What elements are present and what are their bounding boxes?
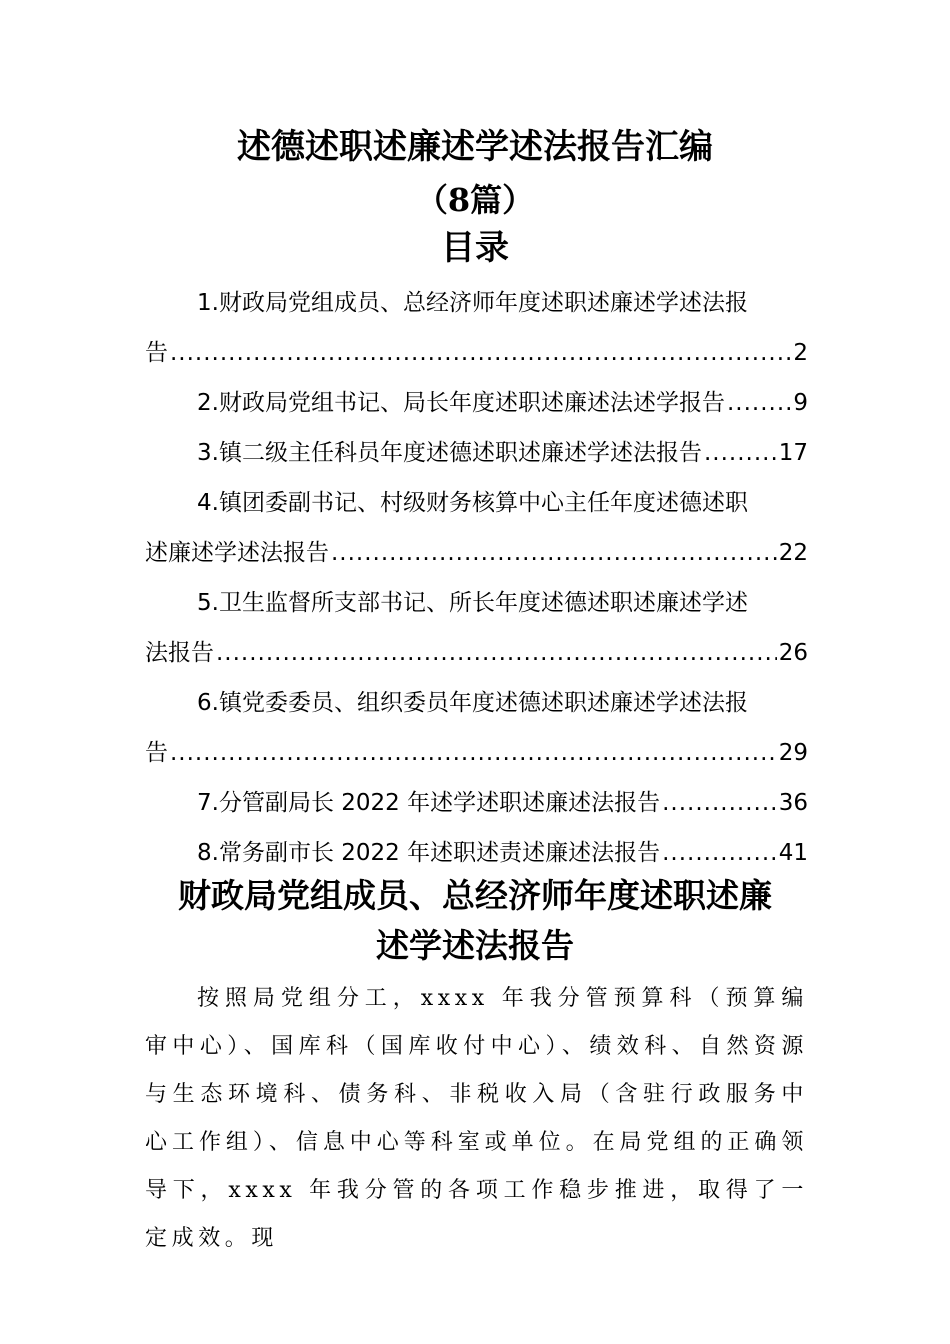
toc-leader-dots [727, 378, 791, 428]
toc-entry-text: 法报告 [145, 640, 214, 666]
toc-leader-dots [331, 528, 777, 578]
toc-entry-text: 告 [145, 740, 168, 766]
toc-entry-4-line2[interactable] [145, 528, 808, 578]
article-title-line2: 述学述法报告 [376, 926, 574, 965]
toc-entry-text: 告 [145, 340, 168, 366]
toc-entry-1-line1[interactable] [145, 278, 808, 328]
toc-entry-text: 1.财政局党组成员、总经济师年度述职述廉述学述法报 [197, 290, 748, 316]
toc-entry-6-line1[interactable] [145, 678, 808, 728]
toc-entry-text: 述廉述学述法报告 [145, 540, 329, 566]
toc-entry-text: 7.分管副局长 2022 年述学述职述廉述法报告 [197, 790, 661, 816]
toc-entry-6-line2[interactable] [145, 728, 808, 778]
toc-entry-text: 4.镇团委副书记、村级财务核算中心主任年度述德述职 [197, 490, 748, 516]
toc-page-number: 17 [778, 440, 808, 466]
toc-entry-1-line2[interactable] [145, 328, 808, 378]
article-title-line1: 财政局党组成员、总经济师年度述职述廉 [178, 876, 772, 915]
article-paragraph: 按照局党组分工，xxxx 年我分管预算科（预算编审中心）、国库科（国库收付中心）、绩效科、自然资源与生态环境科、债务科、非税收入局（含驻行政服务中心工作组）、信息中心等科室或单位。在局党组的正确领导下，xxxx 年我分管的各项工作稳步推进，取得了一定成效。现 [145, 986, 808, 1251]
toc-leader-dots [216, 628, 777, 678]
toc-page-number: 41 [778, 840, 808, 866]
toc-page-number: 9 [793, 390, 808, 416]
toc-leader-dots [170, 728, 777, 778]
toc-entry-text: 5.卫生监督所支部书记、所长年度述德述职述廉述学述 [197, 590, 748, 616]
compilation-subtitle: （8篇） [415, 181, 535, 219]
toc-entry-2[interactable] [145, 378, 808, 428]
toc-entry-text: 6.镇党委委员、组织委员年度述德述职述廉述学述法报 [197, 690, 748, 716]
toc-entry-4-line1[interactable] [145, 478, 808, 528]
compilation-title: 述德述职述廉述学述法报告汇编 [237, 127, 713, 167]
toc-page-number: 2 [793, 340, 808, 366]
toc-page-number: 29 [778, 740, 808, 766]
table-of-contents [145, 278, 808, 878]
toc-leader-dots [170, 328, 791, 378]
toc-entry-5-line1[interactable] [145, 578, 808, 628]
toc-page-number: 36 [778, 790, 808, 816]
toc-page-number: 22 [778, 540, 808, 566]
toc-entry-3[interactable] [145, 428, 808, 478]
toc-entry-text: 3.镇二级主任科员年度述德述职述廉述学述法报告 [197, 440, 702, 466]
toc-entry-text: 8.常务副市长 2022 年述职述责述廉述法报告 [197, 840, 661, 866]
toc-leader-dots [662, 778, 777, 828]
toc-leader-dots [704, 428, 777, 478]
toc-entry-text: 2.财政局党组书记、局长年度述职述廉述法述学报告 [197, 390, 725, 416]
toc-entry-7[interactable] [145, 778, 808, 828]
toc-heading: 目录 [441, 228, 509, 268]
toc-entry-5-line2[interactable] [145, 628, 808, 678]
toc-page-number: 26 [778, 640, 808, 666]
